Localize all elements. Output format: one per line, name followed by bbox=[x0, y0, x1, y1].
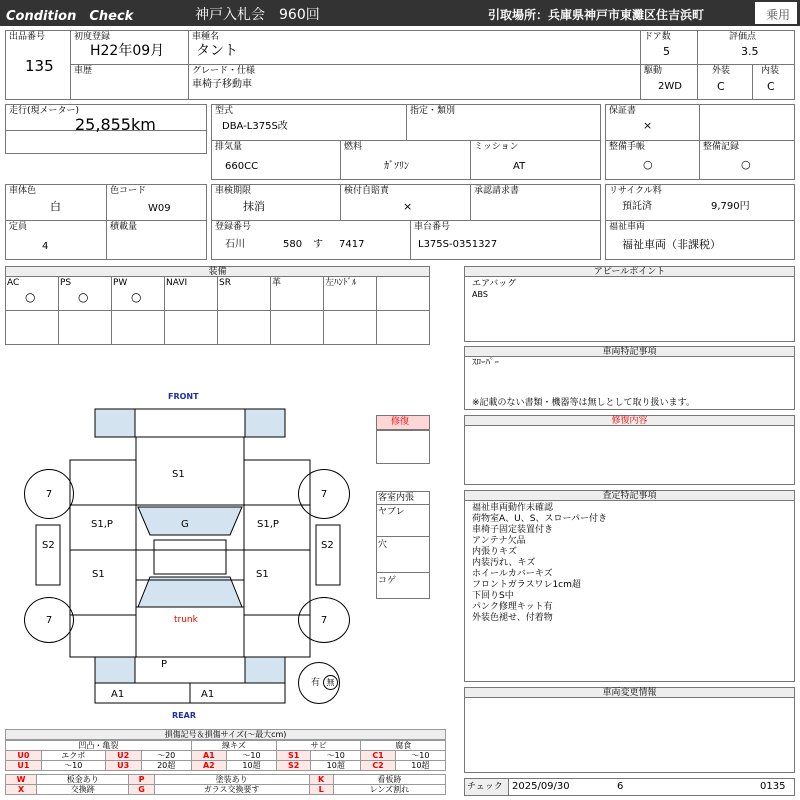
fuel-label: 燃料 bbox=[344, 142, 363, 152]
mark-bumper-right: A1 bbox=[201, 689, 215, 700]
inspection-note-3: アンテナ欠品 bbox=[472, 536, 526, 546]
inspection-note-8: 下回りS中 bbox=[472, 591, 514, 601]
legend-size: ～10 bbox=[395, 751, 445, 761]
record: ○ bbox=[741, 158, 751, 171]
capacity-label: 定員 bbox=[9, 222, 28, 232]
legend-row bbox=[6, 761, 446, 771]
legend-size: 10超 bbox=[311, 761, 361, 771]
legend-code: S1 bbox=[277, 751, 311, 761]
first-reg-label: 初度登録 bbox=[74, 32, 111, 42]
legend-code: S2 bbox=[277, 761, 311, 771]
welfare-label: 福祉車両 bbox=[609, 222, 646, 232]
legend-row bbox=[6, 751, 446, 761]
misc-code: L bbox=[309, 785, 333, 795]
misc-code: G bbox=[129, 785, 154, 795]
approval-label: 承認請求書 bbox=[474, 186, 520, 196]
mark-right-rear: S1 bbox=[256, 569, 269, 580]
repair-content-box bbox=[464, 425, 795, 485]
legend-size: ～10 bbox=[41, 761, 105, 771]
legend-size: ～10 bbox=[226, 751, 276, 761]
legend-code: U1 bbox=[6, 761, 42, 771]
inspection-note-5: 内装汚れ、キズ bbox=[472, 558, 536, 568]
first-reg: H22年09月 bbox=[90, 43, 165, 59]
legend-code: C2 bbox=[361, 761, 395, 771]
equipment-mark-1: ○ bbox=[78, 290, 89, 304]
plate-label: 登録番号 bbox=[215, 222, 252, 232]
inspection-note-7: フロントガラスワレ1cm超 bbox=[472, 580, 581, 590]
trunk-label: trunk bbox=[174, 615, 198, 625]
grade: 車椅子移動車 bbox=[192, 79, 252, 90]
appeal-line-2: ABS bbox=[472, 290, 488, 299]
lot-number: 135 bbox=[25, 57, 54, 75]
legend-code: U0 bbox=[6, 751, 42, 761]
misc-desc: 塗装あり bbox=[154, 775, 309, 785]
mark-hood: G bbox=[181, 519, 189, 530]
inspection-note-1: 荷物室A、U、S、スローパー付き bbox=[472, 514, 608, 524]
wheel-rear-left: 7 bbox=[24, 597, 74, 643]
misc-legend bbox=[5, 774, 446, 795]
fuel: ｶﾞｿﾘﾝ bbox=[384, 161, 409, 172]
damage-legend bbox=[5, 740, 446, 771]
legend-code: U2 bbox=[105, 751, 141, 761]
mark-left-rear: S1 bbox=[92, 569, 105, 580]
interior-burn: コゲ bbox=[378, 576, 397, 586]
spare-mark: 無 bbox=[323, 675, 338, 690]
rear-label: REAR bbox=[172, 711, 196, 720]
interior-tear: ヤブレ bbox=[378, 507, 405, 517]
repair-mini-label: 修復 bbox=[391, 417, 410, 427]
misc-legend-row bbox=[6, 785, 446, 795]
recycle-status: 預託済 bbox=[622, 201, 652, 212]
check-date: 2025/09/30 bbox=[512, 781, 570, 792]
equipment-label-1: PS bbox=[60, 278, 72, 288]
change-info-header: 車両変更情報 bbox=[464, 687, 795, 698]
manual-label: 整備手帳 bbox=[609, 142, 646, 152]
drive: 2WD bbox=[658, 81, 682, 92]
color-code: W09 bbox=[148, 203, 171, 214]
warranty: × bbox=[643, 119, 653, 132]
equipment-label-2: PW bbox=[113, 278, 128, 288]
mission-label: ミッション bbox=[474, 142, 519, 152]
legend-size: 20超 bbox=[141, 761, 191, 771]
load-label: 積載量 bbox=[110, 222, 138, 232]
plate-area: 石川 bbox=[225, 239, 245, 250]
auction-name: 神戸入札会 960回 bbox=[195, 7, 320, 23]
manual: ○ bbox=[643, 158, 653, 171]
legend-size: 10超 bbox=[226, 761, 276, 771]
inspection-status: 抹消 bbox=[243, 200, 265, 213]
inspection-note-9: パンク修理キット有 bbox=[472, 602, 553, 612]
inspection-notes-header: 査定特記事項 bbox=[464, 490, 795, 501]
body-color: 白 bbox=[50, 200, 61, 213]
misc-code: W bbox=[6, 775, 37, 785]
equipment-label-3: NAVI bbox=[166, 278, 188, 288]
legend-code: C1 bbox=[361, 751, 395, 761]
legend-groups-row bbox=[6, 741, 446, 751]
mark-left-front: S1,P bbox=[91, 519, 113, 530]
appeal-line-1: エアバッグ bbox=[472, 279, 517, 289]
legend-code: A2 bbox=[191, 761, 226, 771]
capacity: 4 bbox=[42, 241, 49, 252]
equipment-label-4: SR bbox=[219, 278, 231, 288]
header-title: Condition Check bbox=[6, 9, 134, 24]
recycle-label: リサイクル料 bbox=[609, 186, 662, 196]
legend-title: 損傷記号＆損傷サイズ(～最大cm) bbox=[5, 729, 446, 740]
drive-label: 駆動 bbox=[644, 66, 663, 76]
mileage-label: 走行(現メーター) bbox=[9, 106, 80, 116]
chassis-label: 車台番号 bbox=[414, 222, 451, 232]
color-code-label: 色コード bbox=[110, 186, 147, 196]
wheel-front-right: 7 bbox=[298, 469, 350, 519]
appeal-header: アピールポイント bbox=[464, 266, 795, 277]
equipment-label-5: 革 bbox=[272, 278, 282, 288]
history-label: 車歴 bbox=[74, 66, 93, 76]
legend-group-corrosion: 腐食 bbox=[361, 741, 446, 751]
plate-class: 580 bbox=[283, 239, 303, 250]
doors: 5 bbox=[663, 45, 670, 58]
equipment-label-6: 左ﾊﾝﾄﾞﾙ bbox=[325, 278, 357, 288]
doors-label: ドア数 bbox=[644, 32, 671, 42]
recycle-fee: 9,790円 bbox=[711, 201, 750, 212]
model-code: DBA-L375S改 bbox=[222, 121, 288, 132]
exterior-grade: C bbox=[717, 80, 725, 93]
plate-kana: す bbox=[313, 239, 323, 250]
displacement-label: 排気量 bbox=[215, 142, 243, 152]
wheel-front-left: 7 bbox=[24, 469, 74, 519]
inspection-note-2: 車椅子固定装置付き bbox=[472, 525, 554, 535]
inspection-note-0: 福祉車両動作未確認 bbox=[472, 503, 554, 513]
equipment-mark-2: ○ bbox=[131, 290, 142, 304]
repair-mini-area bbox=[376, 430, 430, 464]
check-code: 0135 bbox=[760, 781, 786, 792]
mark-left-side: S2 bbox=[42, 540, 55, 551]
mileage: 25,855km bbox=[75, 115, 156, 134]
legend-code: U3 bbox=[105, 761, 141, 771]
legend-size: エクボ bbox=[41, 751, 105, 761]
misc-desc: ガラス交換要す bbox=[154, 785, 309, 795]
grade-label: グレード・仕様 bbox=[192, 66, 256, 76]
special-footnote: ※記載のない書類・機器等は無しとして取り扱います。 bbox=[472, 398, 695, 408]
registration-box bbox=[211, 184, 601, 260]
equipment-mark-0: ○ bbox=[25, 290, 36, 304]
repair-header: 修復内容 bbox=[464, 415, 795, 426]
pickup-location: 引取場所：兵庫県神戸市東灘区住吉浜町 bbox=[488, 8, 705, 22]
front-label: FRONT bbox=[168, 392, 199, 401]
misc-code: K bbox=[309, 775, 333, 785]
record-label: 整備記録 bbox=[703, 142, 740, 152]
special-header: 車両特記事項 bbox=[464, 346, 795, 357]
misc-desc: レンズ割れ bbox=[333, 785, 445, 795]
legend-size: ～10 bbox=[311, 751, 361, 761]
color-label: 車体色 bbox=[9, 186, 37, 196]
change-info-box bbox=[464, 697, 795, 773]
wheel-rear-right: 7 bbox=[298, 597, 350, 643]
inspection-note-6: ホイールカバーキズ bbox=[472, 569, 553, 579]
mark-bumper-left: A1 bbox=[111, 689, 125, 700]
legend-size: ～20 bbox=[141, 751, 191, 761]
inspection-label: 車検期限 bbox=[215, 186, 252, 196]
legend-group-scratch: 線キズ bbox=[191, 741, 276, 751]
spare-prefix: 有 bbox=[311, 678, 321, 688]
check-label: チェック bbox=[467, 782, 503, 792]
inspection-note-10: 外装色褪せ、付着物 bbox=[472, 613, 553, 623]
interior-hole: 穴 bbox=[378, 540, 388, 550]
car-name-label: 車種名 bbox=[192, 32, 220, 42]
score: 3.5 bbox=[741, 45, 759, 58]
misc-desc: 交換跡 bbox=[37, 785, 129, 795]
special-line: ｽﾛｰﾊﾟｰ bbox=[472, 358, 500, 368]
displacement: 660CC bbox=[225, 161, 259, 172]
insurance-label: 検付自賠責 bbox=[344, 186, 390, 196]
plate-number: 7417 bbox=[339, 239, 365, 250]
mission: AT bbox=[513, 161, 526, 172]
car-name: タント bbox=[196, 43, 238, 59]
misc-desc: 板金あり bbox=[37, 775, 129, 785]
check-num: 6 bbox=[617, 781, 624, 792]
misc-legend-row bbox=[6, 775, 446, 785]
mark-right-side: S2 bbox=[321, 540, 334, 551]
score-label: 評価点 bbox=[729, 32, 757, 42]
mark-top: S1 bbox=[172, 469, 185, 480]
misc-code: X bbox=[6, 785, 37, 795]
interior-label: 内装 bbox=[761, 66, 780, 76]
equipment-header: 装備 bbox=[5, 266, 430, 277]
insurance: × bbox=[403, 200, 413, 213]
legend-group-dent: 凹凸・亀裂 bbox=[6, 741, 192, 751]
designation-label: 指定・類別 bbox=[410, 106, 456, 116]
mark-bottom: P bbox=[161, 659, 168, 670]
legend-size: 10超 bbox=[395, 761, 445, 771]
model-label: 型式 bbox=[215, 106, 234, 116]
misc-desc: 看板跡 bbox=[333, 775, 445, 785]
warranty-label: 保証書 bbox=[609, 106, 637, 116]
chassis-number: L375S-0351327 bbox=[418, 239, 498, 250]
interior-grade: C bbox=[767, 80, 775, 93]
interior-title: 客室内張 bbox=[378, 493, 415, 503]
legend-group-rust: サビ bbox=[277, 741, 361, 751]
lot-label: 出品番号 bbox=[9, 32, 46, 42]
category-label: 乗用 bbox=[766, 8, 791, 22]
inspection-note-4: 内張りキズ bbox=[472, 547, 517, 557]
welfare-status: 福祉車両（非課税） bbox=[622, 238, 721, 251]
misc-code: P bbox=[129, 775, 154, 785]
car-diagram bbox=[20, 405, 360, 705]
exterior-label: 外装 bbox=[712, 66, 731, 76]
legend-code: A1 bbox=[191, 751, 226, 761]
mark-right-front: S1,P bbox=[257, 519, 279, 530]
equipment-label-0: AC bbox=[7, 278, 20, 288]
